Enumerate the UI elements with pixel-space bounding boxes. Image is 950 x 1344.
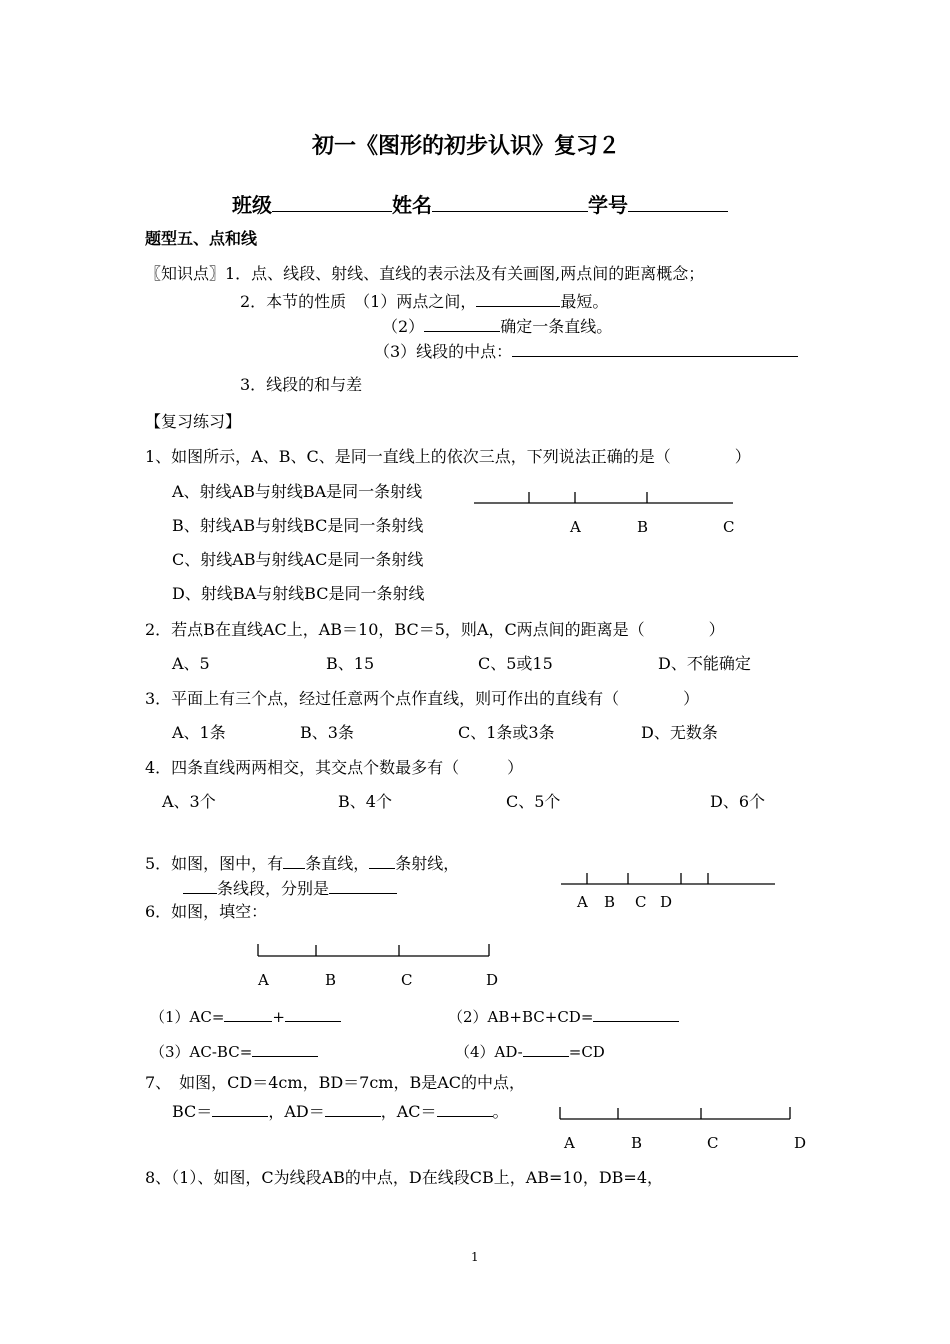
q2-option-c[interactable]: C、5或15 [478,654,553,673]
q1-option-d[interactable]: D、射线BA与射线BC是同一条射线 [172,584,425,603]
q2-option-d[interactable]: D、不能确定 [658,654,751,673]
q7-label-b: B [631,1134,643,1152]
q6-label-a: A [258,971,269,989]
knowledge-text: 最短。 [560,291,609,311]
section-heading: 题型五、点和线 [145,229,258,248]
q1-option-b[interactable]: B、射线AB与射线BC是同一条射线 [172,516,424,535]
q6-text: =CD [568,1042,605,1061]
q5-text: 条射线， [395,853,460,873]
q6-text: + [272,1007,285,1026]
q5-label-b: B [604,893,616,911]
q3-option-b[interactable]: B、3条 [300,723,354,742]
q5-label-c: C [635,893,647,911]
knowledge-line-1: 〖知识点〗1．点、线段、射线、直线的表示法及有关画图,两点间的距离概念； [145,264,705,283]
page-title: 初一《图形的初步认识》复习２ [312,134,621,159]
q6-stem: 6．如图，填空： [145,902,268,921]
q1-label-c: C [723,518,735,536]
q3-option-d[interactable]: D、无数条 [641,723,718,742]
q6-label-c: C [401,971,413,989]
q4-option-c[interactable]: C、5个 [506,792,561,811]
q3-option-a[interactable]: A、1条 [172,723,226,742]
knowledge-text: （2） [382,316,425,336]
q2-option-b[interactable]: B、15 [326,654,375,673]
q1-option-a[interactable]: A、射线AB与射线BA是同一条射线 [172,482,423,501]
page-number: 1 [471,1250,479,1264]
review-header: 【复习练习】 [145,412,242,431]
knowledge-text: （3）线段的中点： [374,341,513,361]
q1-label-b: B [637,518,649,536]
q7-text: ，AD＝ [268,1101,325,1121]
q4-option-d[interactable]: D、6个 [710,792,766,811]
q6-text: （1）AC= [150,1007,225,1026]
q4-option-a[interactable]: A、3个 [162,792,216,811]
q3-stem: 3．平面上有三个点，经过任意两个点作直线，则可作出的直线有（ ） [145,689,700,708]
q7-label-c: C [707,1134,719,1152]
q4-stem: 4．四条直线两两相交，其交点个数最多有（ ） [145,758,524,777]
q7-text: BC＝ [172,1101,213,1121]
q7-text: ，AC＝ [380,1101,437,1121]
q5-text: 条直线， [305,853,370,873]
q7-label-d: D [794,1134,807,1152]
q6-text: （3）AC-BC= [150,1042,253,1061]
id-label: 学号 [588,193,628,217]
knowledge-text: 2．本节的性质 （1）两点之间， [240,291,477,311]
q7-stem: 7、 如图，CD＝4cm，BD＝7cm，B是AC的中点， [145,1073,526,1092]
q1-label-a: A [570,518,581,536]
q7-label-a: A [564,1134,575,1152]
q5-label-d: D [660,893,673,911]
q2-option-a[interactable]: A、5 [172,654,210,673]
q6-text: （4）AD- [455,1042,523,1061]
q8-stem: 8、（1）、如图，C为线段AB的中点，D在线段CB上，AB=10，DB=4， [145,1168,663,1187]
knowledge-text: 确定一条直线。 [500,316,613,336]
name-label: 姓名 [392,193,432,217]
class-label: 班级 [232,193,272,217]
q6-label-d: D [486,971,499,989]
q5-text: 5．如图，图中，有 [145,853,284,873]
q3-option-c[interactable]: C、1条或3条 [458,723,555,742]
q6-label-b: B [325,971,337,989]
q5-text: 条线段，分别是 [217,878,330,898]
q6-text: （2）AB+BC+CD= [448,1007,594,1026]
q4-option-b[interactable]: B、4个 [338,792,392,811]
q5-label-a: A [577,893,588,911]
q2-stem: 2．若点B在直线AC上，AB＝10，BC＝5，则A，C两点间的距离是（ ） [145,620,725,639]
q7-text: 。 [492,1101,509,1121]
q1-stem: 1、如图所示，A、B、C、是同一直线上的依次三点，下列说法正确的是（ ） [145,447,751,466]
q1-option-c[interactable]: C、射线AB与射线AC是同一条射线 [172,550,424,569]
knowledge-line-5: 3．线段的和与差 [240,375,363,394]
